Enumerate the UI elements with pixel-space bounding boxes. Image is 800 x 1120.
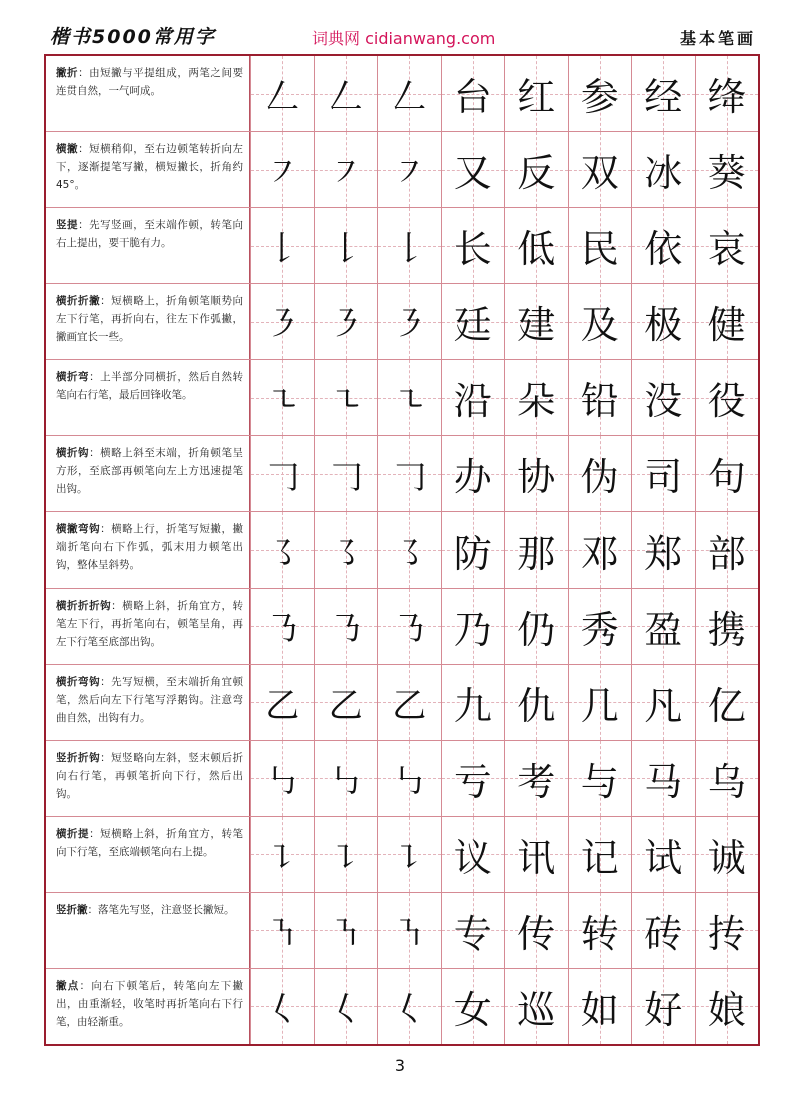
stroke-sample: ㇎ — [250, 893, 314, 968]
stroke-desc-text: ：先写短横，至末端折角宜顿笔，然后向左下行笔写浮鹅钩。注意弯曲自然，出钩有力。 — [56, 675, 243, 724]
stroke-desc-text: ：上半部分同横折，然后自然转笔向右行笔，最后回锋收笔。 — [56, 371, 243, 402]
example-character: 依 — [631, 208, 695, 283]
stroke-desc-text: ：落笔先写竖，注意竖长撇短。 — [87, 903, 235, 916]
stroke-sample: ㇍ — [250, 360, 314, 435]
example-character: 试 — [631, 817, 695, 892]
stroke-name: 撇折 — [56, 67, 79, 79]
stroke-desc-text: ：短横略上，折角顿笔顺势向左下行笔，再折向右，往左下作弧撇，撇画宜长一些。 — [56, 295, 243, 344]
example-character: 哀 — [695, 208, 759, 283]
example-character: 办 — [441, 436, 505, 511]
example-character: 记 — [568, 817, 632, 892]
stroke-name: 横撇弯钩 — [56, 523, 101, 536]
site-watermark: 词典网 cidianwang.com — [312, 29, 496, 48]
stroke-description — [46, 589, 250, 664]
stroke-sample: ㇉ — [377, 741, 441, 816]
example-character: 几 — [568, 665, 632, 740]
stroke-sample: 𠃋 — [377, 56, 441, 131]
stroke-sample: ㇇ — [314, 132, 378, 207]
example-character: 那 — [504, 512, 568, 587]
example-character: 廷 — [441, 284, 505, 359]
example-character: 马 — [631, 741, 695, 816]
stroke-sample: ㇊ — [377, 817, 441, 892]
example-character: 沿 — [441, 360, 505, 435]
stroke-sample: ㇍ — [377, 360, 441, 435]
example-character: 砖 — [631, 893, 695, 968]
example-character: 携 — [695, 589, 759, 664]
example-character: 司 — [631, 436, 695, 511]
stroke-row — [46, 589, 758, 665]
stroke-sample: 乙 — [314, 665, 378, 740]
stroke-sample: ㇎ — [314, 893, 378, 968]
stroke-description — [46, 969, 250, 1044]
stroke-description — [46, 665, 250, 740]
example-character: 台 — [441, 56, 505, 131]
stroke-sample: 𠄌 — [314, 208, 378, 283]
stroke-sample: 乙 — [377, 665, 441, 740]
stroke-desc-text: ：横略上斜，折角宜方，转笔左下行，再折笔向右，顿笔呈角，再左下行笔至底部出钩。 — [56, 599, 243, 648]
stroke-sample: ㇌ — [250, 512, 314, 587]
example-character: 郑 — [631, 512, 695, 587]
stroke-sample: 𡿨 — [314, 969, 378, 1044]
example-character: 协 — [504, 436, 568, 511]
stroke-sample: 𠃌 — [377, 436, 441, 511]
stroke-row — [46, 132, 758, 208]
stroke-name: 横折折撇 — [56, 295, 101, 308]
example-character: 仇 — [504, 665, 568, 740]
stroke-sample: ㇉ — [250, 741, 314, 816]
stroke-row — [46, 969, 758, 1044]
stroke-sample: ㇡ — [314, 589, 378, 664]
stroke-row — [46, 665, 758, 741]
example-character: 专 — [441, 893, 505, 968]
stroke-sample: ㇍ — [314, 360, 378, 435]
example-character: 讯 — [504, 817, 568, 892]
stroke-row — [46, 436, 758, 512]
stroke-sample: ㇋ — [250, 284, 314, 359]
example-character: 好 — [631, 969, 695, 1044]
example-character: 参 — [568, 56, 632, 131]
example-character: 役 — [695, 360, 759, 435]
example-character: 邓 — [568, 512, 632, 587]
example-character: 伪 — [568, 436, 632, 511]
example-character: 仍 — [504, 589, 568, 664]
example-character: 朵 — [504, 360, 568, 435]
example-character: 考 — [504, 741, 568, 816]
section-title: 基本笔画 — [679, 29, 756, 48]
example-character: 九 — [441, 665, 505, 740]
practice-sheet — [44, 54, 760, 1046]
stroke-desc-text: ：横略上行，折笔写短撇，撇端折笔向右下作弧，弧末用力顿笔出钩，整体呈斜势。 — [56, 523, 243, 572]
stroke-row — [46, 284, 758, 360]
stroke-sample: 𠃋 — [314, 56, 378, 131]
stroke-row — [46, 208, 758, 284]
stroke-sample: ㇊ — [314, 817, 378, 892]
example-character: 转 — [568, 893, 632, 968]
stroke-description — [46, 56, 250, 131]
stroke-desc-text: ：向右下顿笔后，转笔向左下撇出，由重渐轻，收笔时再折笔向右下行笔，由轻渐重。 — [56, 979, 244, 1028]
stroke-desc-text: ：短横略上斜，折角宜方，转笔向下行笔，至底端顿笔向右上提。 — [56, 827, 243, 858]
stroke-sample: ㇋ — [377, 284, 441, 359]
stroke-row — [46, 512, 758, 588]
stroke-sample: 𡿨 — [250, 969, 314, 1044]
example-character: 及 — [568, 284, 632, 359]
stroke-desc-text: ：先写竖画，至末端作顿，转笔向右上提出，要干脆有力。 — [56, 219, 243, 250]
example-character: 女 — [441, 969, 505, 1044]
stroke-row — [46, 817, 758, 893]
example-character: 抟 — [695, 893, 759, 968]
example-character: 极 — [631, 284, 695, 359]
example-character: 议 — [441, 817, 505, 892]
book-title: 楷书5000常用字 — [50, 26, 216, 48]
stroke-description — [46, 436, 250, 511]
page-header — [44, 16, 760, 56]
stroke-sample: 𠄌 — [250, 208, 314, 283]
stroke-sample: 𠃋 — [250, 56, 314, 131]
page-number: 3 — [394, 1056, 406, 1075]
example-character: 娘 — [695, 969, 759, 1044]
example-character: 建 — [504, 284, 568, 359]
stroke-desc-text: ：由短撇与平提组成，两笔之间要连贯自然，一气呵成。 — [56, 67, 243, 97]
stroke-sample: ㇇ — [250, 132, 314, 207]
stroke-sample: ㇌ — [314, 512, 378, 587]
stroke-sample: ㇌ — [377, 512, 441, 587]
example-character: 没 — [631, 360, 695, 435]
example-character: 葵 — [695, 132, 759, 207]
stroke-sample: ㇡ — [377, 589, 441, 664]
stroke-name: 竖折撇 — [56, 903, 88, 916]
stroke-desc-text: ：横略上斜至末端，折角顿笔呈方形，至底部再顿笔向左上方迅速提笔出钩。 — [56, 447, 243, 496]
stroke-sample: 𠃌 — [314, 436, 378, 511]
stroke-description — [46, 741, 250, 816]
example-character: 健 — [695, 284, 759, 359]
stroke-name: 横折折折钩 — [56, 599, 112, 612]
stroke-name: 撇点 — [56, 979, 80, 992]
example-character: 红 — [504, 56, 568, 131]
example-character: 反 — [504, 132, 568, 207]
example-character: 民 — [568, 208, 632, 283]
example-character: 乃 — [441, 589, 505, 664]
stroke-name: 横撇 — [56, 143, 79, 156]
stroke-description — [46, 284, 250, 359]
example-character: 长 — [441, 208, 505, 283]
example-character: 巡 — [504, 969, 568, 1044]
stroke-sample: ㇊ — [250, 817, 314, 892]
stroke-description — [46, 893, 250, 968]
stroke-sample: 𡿨 — [377, 969, 441, 1044]
stroke-desc-text: ：短横稍仰，至右边顿笔转折向左下，逐渐提笔写撇，横短撇长，折角约45°。 — [56, 143, 243, 192]
stroke-row — [46, 56, 758, 132]
stroke-sample: ㇇ — [377, 132, 441, 207]
stroke-sample: ㇉ — [314, 741, 378, 816]
example-character: 又 — [441, 132, 505, 207]
example-character: 凡 — [631, 665, 695, 740]
stroke-row — [46, 360, 758, 436]
example-character: 诚 — [695, 817, 759, 892]
example-character: 亏 — [441, 741, 505, 816]
example-character: 冰 — [631, 132, 695, 207]
stroke-sample: 乙 — [250, 665, 314, 740]
example-character: 亿 — [695, 665, 759, 740]
stroke-description — [46, 817, 250, 892]
example-character: 部 — [695, 512, 759, 587]
stroke-name: 横折提 — [56, 827, 90, 840]
example-character: 经 — [631, 56, 695, 131]
stroke-description — [46, 208, 250, 283]
example-character: 低 — [504, 208, 568, 283]
stroke-name: 竖折折钩 — [56, 751, 101, 764]
example-character: 绛 — [695, 56, 759, 131]
example-character: 秀 — [568, 589, 632, 664]
stroke-desc-text: ：短竖略向左斜，竖末顿后折向右行笔，再顿笔折向下行，然后出钩。 — [56, 751, 243, 800]
example-character: 与 — [568, 741, 632, 816]
stroke-description — [46, 132, 250, 207]
example-character: 铅 — [568, 360, 632, 435]
example-character: 盈 — [631, 589, 695, 664]
stroke-sample: ㇋ — [314, 284, 378, 359]
stroke-name: 横折弯钩 — [56, 675, 101, 688]
example-character: 乌 — [695, 741, 759, 816]
stroke-sample: 𠄌 — [377, 208, 441, 283]
stroke-sample: ㇎ — [377, 893, 441, 968]
example-character: 如 — [568, 969, 632, 1044]
example-character: 传 — [504, 893, 568, 968]
example-character: 防 — [441, 512, 505, 587]
stroke-name: 竖提 — [56, 219, 79, 232]
stroke-description — [46, 512, 250, 587]
example-character: 双 — [568, 132, 632, 207]
stroke-description — [46, 360, 250, 435]
stroke-name: 横折弯 — [56, 371, 90, 384]
stroke-row — [46, 893, 758, 969]
stroke-sample: 𠃌 — [250, 436, 314, 511]
stroke-sample: ㇡ — [250, 589, 314, 664]
stroke-row — [46, 741, 758, 817]
example-character: 句 — [695, 436, 759, 511]
stroke-name: 横折钩 — [56, 447, 90, 460]
